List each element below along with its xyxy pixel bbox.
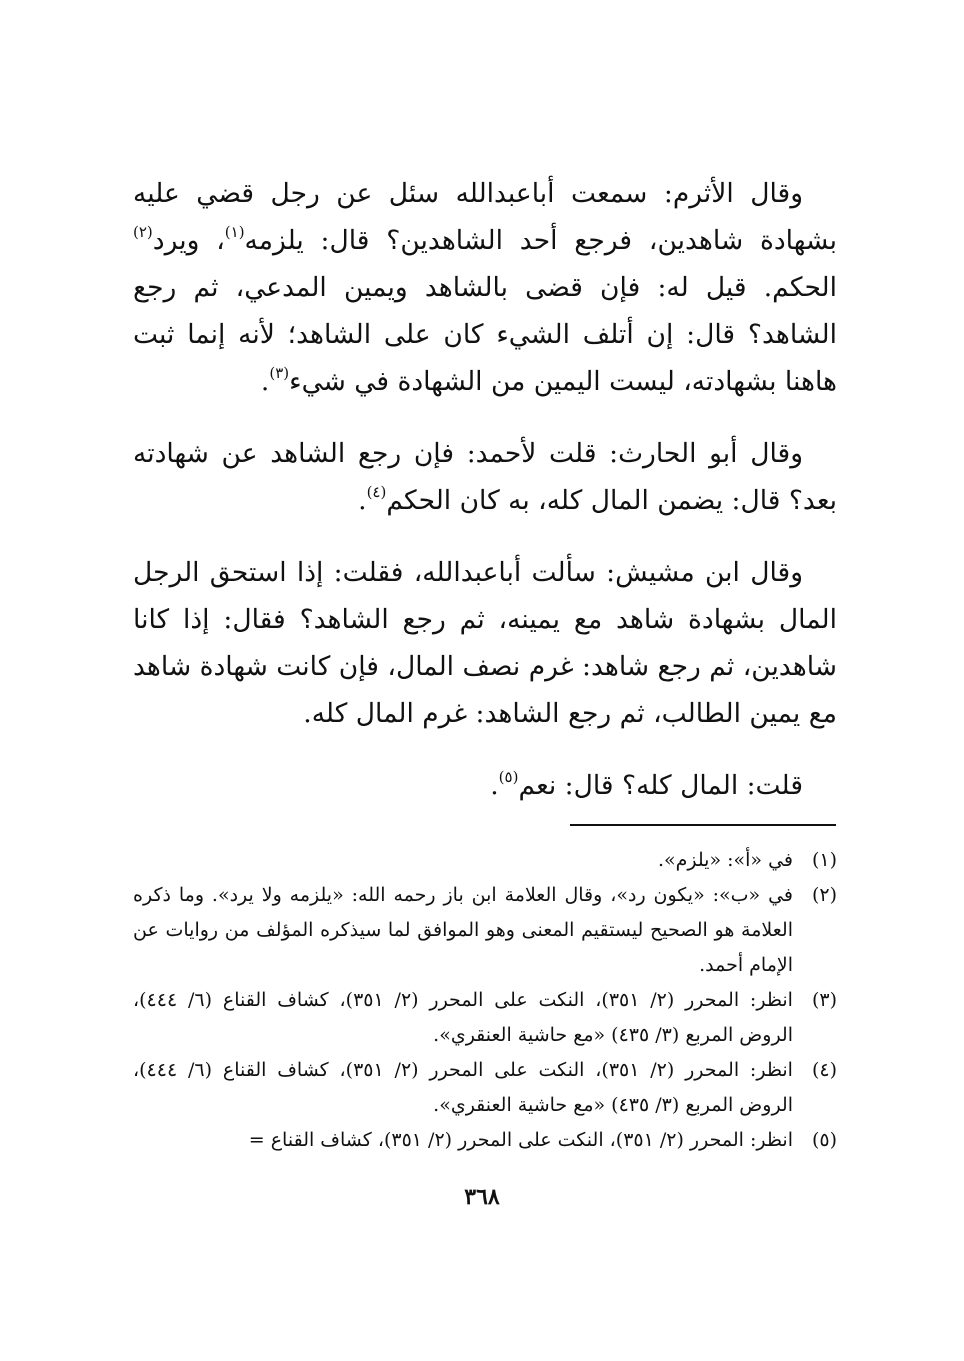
main-text (133, 170, 837, 834)
footnote-text: انظر: المحرر (٢/ ٣٥١)، النكت على المحرر (٢/ ٣٥١)، كشاف القناع (٦/ ٤٤٤)، الروض المربع (٣/ ٤٣٥) «مع حاشية العنقري». (133, 989, 793, 1046)
footnotes-section (133, 843, 837, 1158)
footnote-text: انظر: المحرر (٢/ ٣٥١)، النكت على المحرر (٢/ ٣٥١)، كشاف القناع = (248, 1129, 793, 1151)
paragraph-question (133, 762, 837, 809)
paragraph-text: قلت: المال كله؟ قال: نعم (518, 770, 803, 801)
page-number: ٣٦٨ (464, 1184, 500, 1210)
footnote-item (133, 1053, 837, 1123)
footnote-item (133, 983, 837, 1053)
paragraph-text: . (358, 485, 367, 516)
paragraph-text: ، ويرد (152, 225, 225, 256)
paragraph-text: . (260, 366, 270, 397)
paragraph-text: الحكم. قيل له: فإن قضى بالشاهد ويمين المدعي، ثم رجع الشاهد؟ قال: إن أتلف الشيء كان على الشاهد؛ لأنه إنما ثبت هاهنا بشهادته، ليست اليمين من الشهادة في شيء (133, 272, 837, 397)
footnote-ref: (٥) (498, 768, 519, 786)
paragraph-text: . (490, 770, 499, 801)
paragraph-text: وقال الأثرم: سمعت أباعبدالله سئل عن رجل قضي عليه بشهادة شاهدين، فرجع أحد الشاهدين؟ قال: يلزمه (133, 178, 837, 256)
paragraph-abu-alharith (133, 430, 837, 524)
footnote-text: انظر: المحرر (٢/ ٣٥١)، النكت على المحرر (٢/ ٣٥١)، كشاف القناع (٦/ ٤٤٤)، الروض المربع (٣/ ٤٣٥) «مع حاشية العنقري». (133, 1059, 793, 1116)
paragraph-text: وقال أبو الحارث: قلت لأحمد: فإن رجع الشاهد عن شهادته بعد؟ قال: يضمن المال كله، به كان الحكم (133, 438, 837, 516)
footnote-item (133, 1123, 837, 1158)
footnote-item (133, 878, 837, 983)
footnote-ref: (٤) (366, 483, 387, 501)
footnote-text: في «أ»: «يلزم». (657, 849, 793, 871)
footnote-ref: (١) (224, 223, 245, 241)
footnote-number: (٢) (811, 884, 837, 906)
paragraph-text: وقال ابن مشيش: سألت أباعبدالله، فقلت: إذا استحق الرجل المال بشهادة شاهد مع يمينه، ثم رجع الشاهد؟ فقال: إذا كانا شاهدين، ثم رجع شاهد: غرم نصف المال، فإن كانت شهادة شاهد مع يمين الطالب، ثم رجع الشاهد: غرم المال كله. (133, 557, 837, 729)
footnote-separator (570, 824, 836, 826)
footnote-number: (١) (811, 849, 837, 871)
footnote-ref: (٢) (133, 223, 153, 241)
footnote-text: في «ب»: «يكون رد»، وقال العلامة ابن باز رحمه الله: «يلزمه ولا يرد». وما ذكره العلامة هو الصحيح ليستقيم المعنى وهو الموافق لما سيذكره المؤلف من روايات عن الإمام أحمد. (133, 884, 793, 976)
footnote-ref: (٣) (269, 364, 290, 382)
paragraph-athram (133, 170, 837, 405)
footnote-number: (٣) (811, 989, 837, 1011)
footnote-number: (٥) (811, 1129, 837, 1151)
footnote-number: (٤) (811, 1059, 837, 1081)
paragraph-ibn-mushaysh (133, 549, 837, 737)
footnote-item (133, 843, 837, 878)
